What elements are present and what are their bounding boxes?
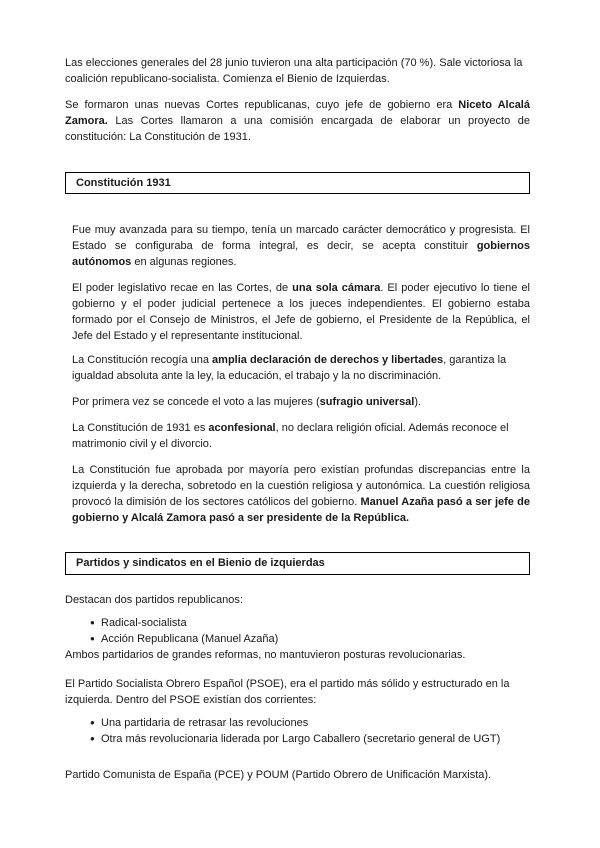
c-p4-text-a: Por primera vez se concede el voto a las mujeres (	[72, 396, 320, 408]
c-p3-text-a: La Constitución recogía una	[72, 354, 213, 366]
c-p5-text-a: La Constitución de 1931 es	[72, 422, 209, 434]
constitucion-paragraph-3	[72, 352, 530, 384]
parties-summary: Ambos partidarios de grandes reformas, no mantuvieron posturas revolucionarias.	[65, 649, 466, 661]
constitucion-paragraph-6	[72, 462, 530, 526]
c-p5-bold: aconfesional	[208, 422, 276, 434]
c-p4-text-c: ).	[414, 396, 422, 408]
c-p1-text-a: Fue muy avanzada para su tiempo, tenía un marcado carácter democrático y progresista. El Estado se configuraba de forma integral, es decir, se acepta constituir	[72, 224, 530, 252]
list-item: ● Otra más revolucionaria liderada por Largo Caballero (secretario general de UGT)	[90, 731, 530, 747]
intro-p2-text-c: Las Cortes llamaron a una comisión encargada de elaborar un proyecto de constitución: La Constitución de 1931.	[65, 115, 530, 143]
c-p1-bold: gobiernos autónomos	[72, 240, 530, 268]
psoe-currents-list	[90, 715, 530, 747]
constitucion-paragraph-4	[72, 394, 530, 410]
constitucion-paragraph-2	[72, 280, 530, 344]
intro-paragraph-2	[65, 97, 530, 145]
pce-paragraph: Partido Comunista de España (PCE) y POUM (Partido Obrero de Unificación Marxista).	[65, 769, 492, 781]
parties-list	[90, 615, 530, 647]
c-p6-text-a: La Constitución fue aprobada por mayoría pero existían profundas discrepancias entre la izquierda y la derecha, sobretodo en la cuestión religiosa y autonómica. La cuestión religiosa provocó la dimisión de los sectores católicos del gobierno.	[72, 464, 530, 508]
partidos-intro: Destacan dos partidos republicanos:	[65, 594, 243, 606]
constitucion-paragraph-5	[72, 420, 530, 452]
c-p6-bold: Manuel Azaña pasó a ser jefe de gobierno y Alcalá Zamora pasó a ser presidente de la República.	[72, 496, 530, 524]
psoe-paragraph: El Partido Socialista Obrero Español (PSOE), era el partido más sólido y estructurado en la izquierda. Dentro del PSOE existían dos corrientes:	[65, 678, 510, 706]
c-p2-text-a: El poder legislativo recae en las Cortes, de	[72, 282, 293, 294]
c-p4-bold: sufragio universal	[319, 396, 415, 408]
c-p5-text-c: , no declara religión oficial. Además reconoce el matrimonio civil y el divorcio.	[72, 422, 509, 450]
c-p2-text-c: . El poder ejecutivo lo tiene el gobierno y el poder judicial pertenece a los jueces independientes. El gobierno estaba formado por el Consejo de Ministros, el Jefe de gobierno, el Presidente de la República, el Jefe del Estado y el representante institucional.	[72, 282, 530, 342]
list-item: ● Radical-socialista	[90, 615, 530, 631]
list-item: ● Una partidaria de retrasar las revoluciones	[90, 715, 530, 731]
c-p2-bold: una sola cámara	[292, 282, 381, 294]
intro-p2-text-a: Se formaron unas nuevas Cortes republicanas, cuyo jefe de gobierno era	[65, 99, 459, 111]
intro-p2-bold: Niceto Alcalá Zamora.	[65, 99, 530, 127]
list-item: ● Acción Republicana (Manuel Azaña)	[90, 631, 530, 647]
c-p3-bold: amplia declaración de derechos y libertades	[212, 354, 444, 366]
section-title-constitucion: Constitución 1931	[65, 172, 530, 194]
c-p1-text-c: en algunas regiones.	[131, 256, 237, 268]
section-title-partidos: Partidos y sindicatos en el Bienio de izquierdas	[65, 552, 530, 575]
intro-paragraph-1: Las elecciones generales del 28 junio tuvieron una alta participación (70 %). Sale victoriosa la coalición republicano-socialista. Comienza el Bienio de Izquierdas.	[65, 57, 523, 85]
c-p3-text-c: , garantiza la igualdad absoluta ante la ley, la educación, el trabajo y la no discriminación.	[72, 354, 507, 382]
constitucion-paragraph-1	[72, 222, 530, 270]
